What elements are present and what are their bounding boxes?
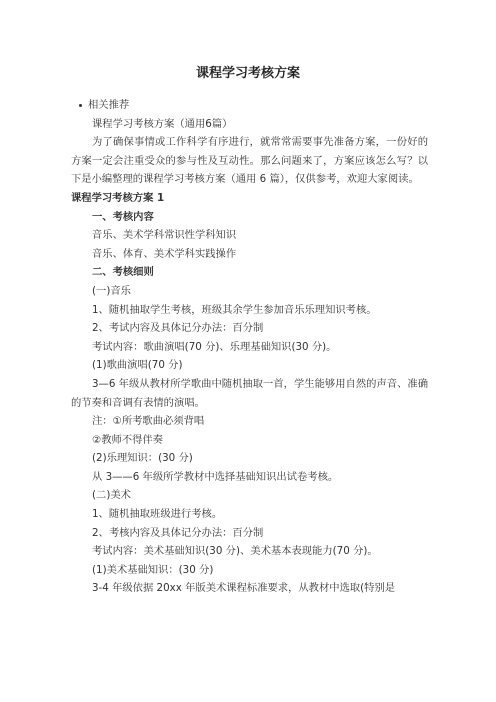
paragraph: 从 3——6 年级所学教材中选择基础知识出试卷考核。 xyxy=(92,470,339,483)
section-heading: 课程学习考核方案 1 xyxy=(71,191,165,204)
document-body xyxy=(71,96,428,598)
paragraph: ②教师不得伴奏 xyxy=(92,433,164,446)
heading-assessment-details: 二、考核细则 xyxy=(92,266,154,279)
related-label[interactable]: 相关推荐 xyxy=(88,99,130,111)
paragraph: (1)歌曲演唱(70 分) xyxy=(92,359,183,372)
subheading-music: (一)音乐 xyxy=(92,284,131,297)
paragraph: 考试内容：美术基础知识(30 分)、美术基本表现能力(70 分)。 xyxy=(92,545,378,558)
related-recommendation[interactable] xyxy=(71,96,428,115)
paragraph: 3—6 年级从教材所学歌曲中随机抽取一首，学生能够用自然的声音、准确的节奏和音调有表情的演唱。 xyxy=(71,377,428,409)
paragraph: 1、随机抽取班级进行考核。 xyxy=(92,508,223,521)
paragraph: 1、随机抽取学生考核，班级其余学生参加音乐乐理知识考核。 xyxy=(92,303,377,316)
bullet-icon xyxy=(79,104,82,107)
paragraph: (1)美术基础知识：(30 分) xyxy=(92,563,214,576)
document-title: 课程学习考核方案 xyxy=(195,66,300,81)
paragraph: (2)乐理知识：(30 分) xyxy=(92,452,193,465)
subtitle: 课程学习考核方案（通用6篇） xyxy=(92,117,233,130)
paragraph: 2、考试内容及具体记分办法：百分制 xyxy=(92,322,264,335)
paragraph: 音乐、体育、美术学科实践操作 xyxy=(92,247,237,260)
paragraph: 音乐、美术学科常识性学科知识 xyxy=(92,229,237,242)
heading-assessment-content: 一、考核内容 xyxy=(92,210,154,223)
subheading-art: (二)美术 xyxy=(92,489,131,502)
paragraph: 3-4 年级依据 20xx 年版美术课程标准要求，从教材中选取(特别是 xyxy=(92,582,396,595)
intro-paragraph: 为了确保事情或工作科学有序进行，就常常需要事先准备方案，一份好的方案一定会注重受众的参与性及互动性。那么问题来了，方案应该怎么写？以下是小编整理的课程学习考核方案（通用 6 篇），仅供参考，欢迎大家阅读。 xyxy=(71,136,428,186)
paragraph: 注：①所考歌曲必须背唱 xyxy=(92,415,205,428)
paragraph: 考试内容：歌曲演唱(70 分)、乐理基础知识(30 分)。 xyxy=(92,340,337,353)
paragraph: 2、考核内容及具体记分办法：百分制 xyxy=(92,526,264,539)
